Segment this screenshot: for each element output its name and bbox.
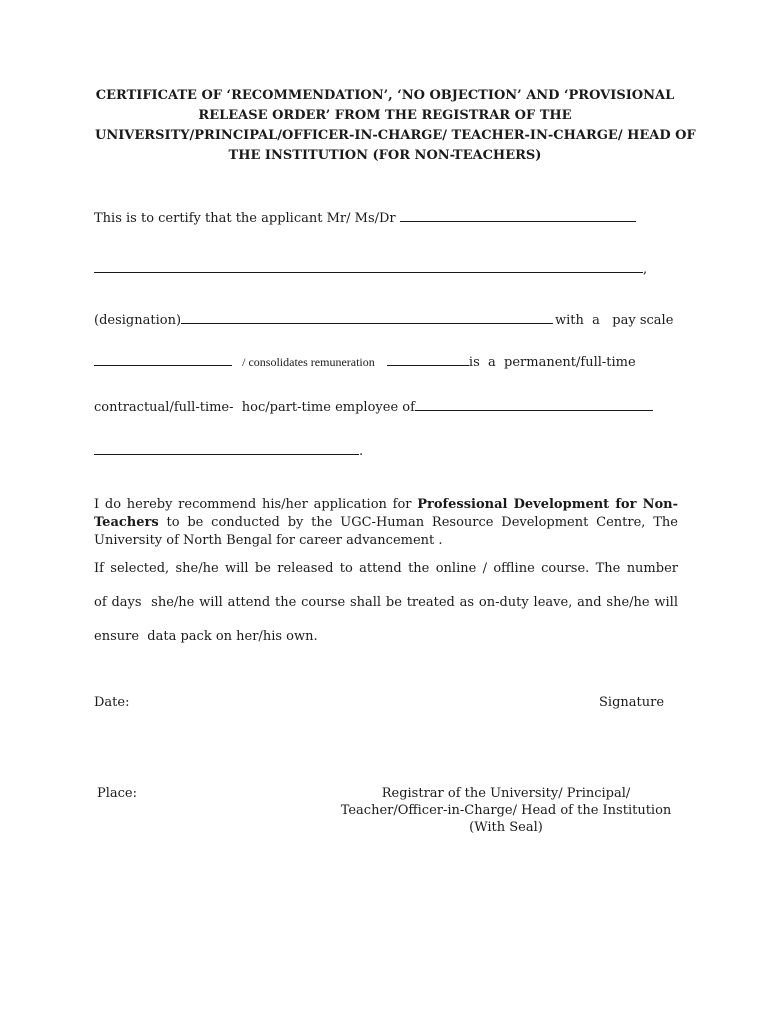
employer-continued-field[interactable] [94, 441, 359, 455]
employer-line-period: . [359, 444, 364, 459]
employer-continuation-line [94, 441, 363, 461]
date-label: Date: [94, 695, 130, 710]
designation-field[interactable] [181, 310, 553, 324]
name-line-comma: , [643, 262, 648, 277]
signature-label: Signature [599, 695, 665, 710]
recommendation-suffix: to be conducted by the UGC-Human Resource Development Centre, The University of North Bengal for career advancement . [94, 515, 678, 548]
recommendation-prefix: I do hereby recommend his/her application for [94, 497, 412, 512]
applicant-name-continued-field[interactable] [94, 259, 643, 273]
title-line-2: RELEASE ORDER’ FROM THE REGISTRAR OF THE [198, 108, 572, 123]
release-line-2: of days she/he will attend the course shall be treated as on-duty leave, and she/he will [94, 595, 678, 610]
employer-field[interactable] [415, 397, 653, 411]
authority-block [330, 785, 682, 836]
applicant-name-field[interactable] [400, 208, 636, 222]
place-label: Place: [97, 786, 138, 801]
employer-line [94, 397, 653, 417]
release-line-1: If selected, she/he will be released to attend the online / offline course. The number [94, 561, 678, 576]
title-line-3: UNIVERSITY/PRINCIPAL/OFFICER-IN-CHARGE/ TEACHER-IN-CHARGE/ HEAD OF [95, 128, 696, 143]
title-line-1: CERTIFICATE OF ‘RECOMMENDATION’, ‘NO OBJECTION’ AND ‘PROVISIONAL [95, 88, 675, 103]
title-line-4: THE INSTITUTION (FOR NON-TEACHERS) [228, 148, 542, 163]
authority-line-2: Teacher/Officer-in-Charge/ Head of the Institution [340, 803, 672, 818]
authority-line-1: Registrar of the University/ Principal/ [381, 786, 631, 801]
certificate-title [95, 86, 696, 166]
pay-scale-label: with a pay scale [555, 313, 674, 328]
certify-text: This is to certify that the applicant Mr/ Ms/Dr [94, 211, 396, 226]
authority-line-3: (With Seal) [469, 820, 543, 835]
pay-scale-line [94, 352, 636, 372]
consolidated-remuneration-label: / consolidates remuneration [242, 355, 375, 369]
pay-scale-field[interactable] [94, 352, 232, 366]
employment-type-label: is a permanent/full-time [468, 355, 636, 370]
program-name: Professional Development for Non-Teachers [94, 497, 678, 530]
designation-label: (designation) [94, 313, 182, 328]
name-continuation-line [94, 259, 647, 279]
release-line-3: ensure data pack on her/his own. [94, 629, 318, 644]
recommendation-paragraph [94, 496, 678, 550]
remuneration-field[interactable] [387, 352, 469, 366]
designation-line [94, 310, 673, 330]
certify-line [94, 208, 636, 228]
contractual-label: contractual/full-time- hoc/part-time employee of [94, 400, 415, 415]
